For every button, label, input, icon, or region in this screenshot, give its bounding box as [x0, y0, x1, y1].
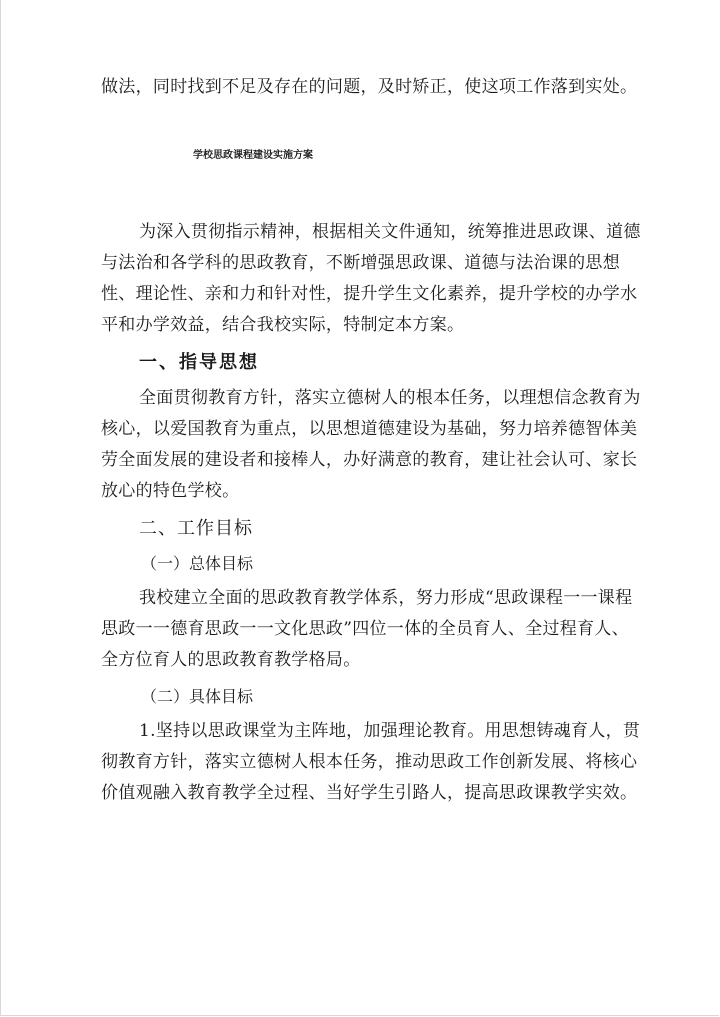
specific-goal-item-1: 1.坚持以思政课堂为主阵地，加强理论教育。用思想铸魂育人，贯彻教育方针，落实立德树人根本任务，推动思政工作创新发展、将核心价值观融入教育教学全过程、当好学生引路人，提高思政课教学实效。	[101, 721, 641, 803]
title-spacer	[101, 163, 641, 217]
continuation-paragraph: 做法，同时找到不足及存在的问题，及时矫正，使这项工作落到实处。	[101, 77, 638, 97]
document-title: 学校思政课程建设实施方案	[193, 150, 313, 161]
subsection-heading-specific-goals: （二）具体目标	[141, 687, 254, 706]
guiding-thought-paragraph: 全面贯彻教育方针，落实立德树人的根本任务，以理想信念教育为核心，以爱国教育为重点，以思想道德建设为基础，努力培养德智体美劳全面发展的建设者和接棒人，办好满意的教育，建让社会认可、家长放心的特色学校。	[101, 388, 641, 501]
document-body	[101, 72, 641, 809]
intro-paragraph: 为深入贯彻指示精神，根据相关文件通知，统筹推进思政课、道德与法治和各学科的思政教育，不断增强思政课、道德与法治课的思想性、理论性、亲和力和针对性，提升学生文化素养，提升学校的办学水平和办学效益，结合我校实际，特制定本方案。	[101, 222, 641, 335]
section-heading-work-goals: 二、工作目标	[139, 518, 253, 539]
subsection-heading-overall-goal: （一）总体目标	[141, 554, 254, 573]
overall-goal-paragraph: 我校建立全面的思政教育教学体系，努力形成“思政课程一一课程思政一一德育思政一一文化思政”四位一体的全员育人、全过程育人、全方位育人的思政教育教学格局。	[101, 588, 633, 670]
section-heading-guiding-thought: 一、指导思想	[139, 352, 259, 373]
